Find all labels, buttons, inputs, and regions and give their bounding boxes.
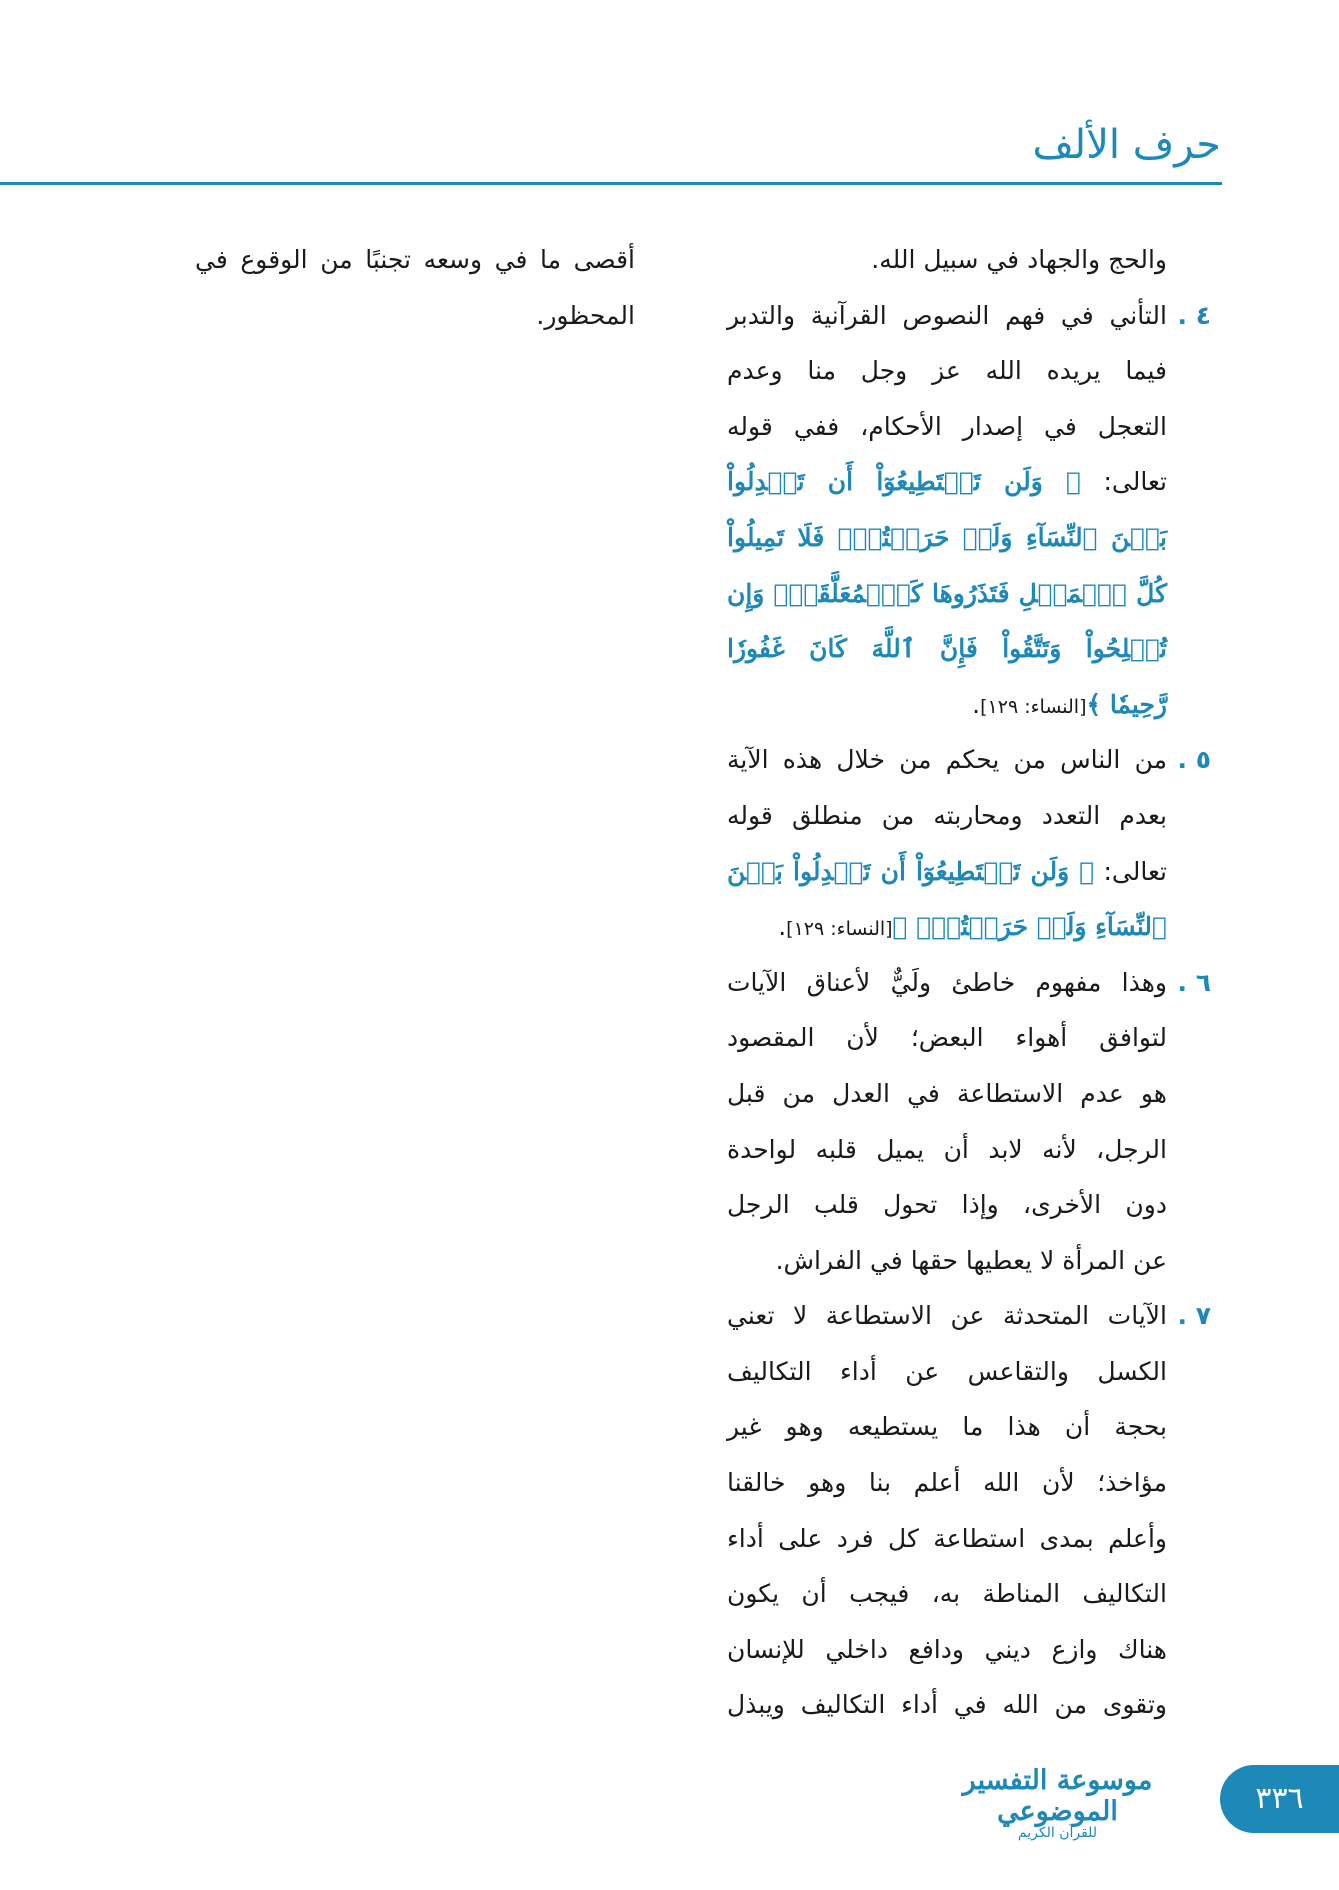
body-text: . — [972, 689, 981, 719]
body-text: تعالى: — [1081, 467, 1167, 497]
body-text: الآيات المتحدثة عن الاستطاعة لا تعني — [727, 1301, 1167, 1331]
text-line — [727, 1344, 1167, 1400]
text-line — [727, 1455, 1167, 1511]
logo-subtitle: للقرآن الكريم — [1017, 1825, 1098, 1841]
text-line — [727, 1122, 1167, 1178]
quran-verse: رَّحِيمٗا ﴾ — [1086, 689, 1167, 719]
text-line — [727, 677, 1167, 733]
text-line — [727, 899, 1167, 955]
body-text: وتقوى من الله في أداء التكاليف ويبذل — [727, 1690, 1167, 1720]
body-text: تعالى: — [1094, 856, 1167, 886]
text-line — [727, 1511, 1167, 1567]
logo-title: موسوعة التفسير الموضوعي — [962, 1765, 1153, 1827]
text-line — [727, 1677, 1167, 1733]
body-text: . — [778, 912, 787, 942]
verse-reference: [النساء: ١٢٩] — [786, 918, 893, 941]
body-text: الكسل والتقاعس عن أداء التكاليف — [727, 1356, 1167, 1386]
text-line — [727, 1066, 1167, 1122]
body-text: وهذا مفهوم خاطئ ولَيٌّ لأعناق الآيات — [727, 967, 1167, 997]
text-line — [195, 232, 635, 288]
body-text: عن المرأة لا يعطيها حقها في الفراش. — [775, 1245, 1167, 1275]
text-line — [727, 1622, 1167, 1678]
list-number: ٤ . — [1177, 300, 1211, 330]
quran-verse: تُصۡلِحُواْ وَتَتَّقُواْ فَإِنَّ ٱللَّهَ كَانَ غَفُورٗا — [727, 634, 1167, 664]
body-text: مؤاخذ؛ لأن الله أعلم بنا وهو خالقنا — [727, 1468, 1167, 1498]
body-text: التأني في فهم النصوص القرآنية والتدبر — [727, 300, 1167, 330]
list-number: ٦ . — [1177, 967, 1211, 997]
body-text: دون الأخرى، وإذا تحول قلب الرجل — [727, 1190, 1167, 1220]
encyclopedia-logo — [935, 1765, 1180, 1841]
text-line — [727, 454, 1167, 510]
left-text-column — [195, 232, 635, 343]
chapter-title: حرف الألف — [1032, 122, 1221, 168]
list-number: ٥ . — [1177, 745, 1211, 775]
text-line — [727, 1288, 1211, 1344]
text-line — [727, 1399, 1167, 1455]
quran-verse: ﴿ وَلَن تَسۡتَطِيعُوٓاْ أَن تَعۡدِلُواْ — [727, 467, 1081, 497]
body-text: أقصى ما في وسعه تجنبًا من الوقوع في — [195, 245, 635, 274]
body-text: التعجل في إصدار الأحكام، ففي قوله — [727, 411, 1167, 441]
text-line — [727, 788, 1167, 844]
body-text: الرجل، لأنه لابد أن يميل قلبه لواحدة — [727, 1134, 1167, 1164]
text-line — [727, 1177, 1167, 1233]
verse-reference: [النساء: ١٢٩] — [980, 695, 1087, 718]
text-line — [727, 399, 1167, 455]
text-line — [727, 343, 1167, 399]
text-line — [727, 232, 1167, 288]
text-line — [727, 844, 1167, 900]
text-line — [727, 510, 1167, 566]
quran-verse: ﴿ وَلَن تَسۡتَطِيعُوٓاْ أَن تَعۡدِلُواْ بَيۡنَ — [727, 856, 1095, 886]
text-line — [727, 1233, 1167, 1289]
quran-verse: ٱلنِّسَآءِ وَلَوۡ حَرَصۡتُمۡۖ ﴾ — [892, 912, 1167, 942]
body-text: هناك وازع ديني ودافع داخلي للإنسان — [727, 1634, 1167, 1664]
text-line — [195, 288, 635, 344]
body-text: من الناس من يحكم من خلال هذه الآية — [727, 745, 1167, 775]
text-line — [727, 1010, 1167, 1066]
body-text: المحظور. — [536, 300, 635, 330]
right-text-column — [727, 232, 1211, 1733]
text-line — [727, 1566, 1167, 1622]
page-number: ٣٣٦ — [1220, 1765, 1339, 1833]
text-line — [727, 566, 1167, 622]
text-line — [727, 955, 1211, 1011]
quran-verse: بَيۡنَ ٱلنِّسَآءِ وَلَوۡ حَرَصۡتُمۡۖ فَلَا تَمِيلُواْ — [727, 522, 1167, 552]
body-text: لتوافق أهواء البعض؛ لأن المقصود — [727, 1023, 1167, 1053]
body-text: بحجة أن هذا ما يستطيعه وهو غير — [727, 1412, 1167, 1442]
header-divider — [0, 182, 1222, 185]
quran-verse: كُلَّ ٱلۡمَيۡلِ فَتَذَرُوهَا كَٱلۡمُعَلَّقَةِۚ وَإِن — [727, 578, 1167, 608]
body-text: التكاليف المناطة به، فيجب أن يكون — [727, 1579, 1167, 1609]
list-number: ٧ . — [1177, 1301, 1211, 1331]
body-text: بعدم التعدد ومحاربته من منطلق قوله — [727, 800, 1167, 830]
text-line — [727, 621, 1167, 677]
body-text: فيما يريده الله عز وجل منا وعدم — [727, 356, 1167, 386]
body-text: وأعلم بمدى استطاعة كل فرد على أداء — [727, 1523, 1167, 1553]
body-text: هو عدم الاستطاعة في العدل من قبل — [727, 1078, 1167, 1108]
text-line — [727, 732, 1211, 788]
body-text: والحج والجهاد في سبيل الله. — [871, 245, 1167, 274]
text-line — [727, 288, 1211, 344]
